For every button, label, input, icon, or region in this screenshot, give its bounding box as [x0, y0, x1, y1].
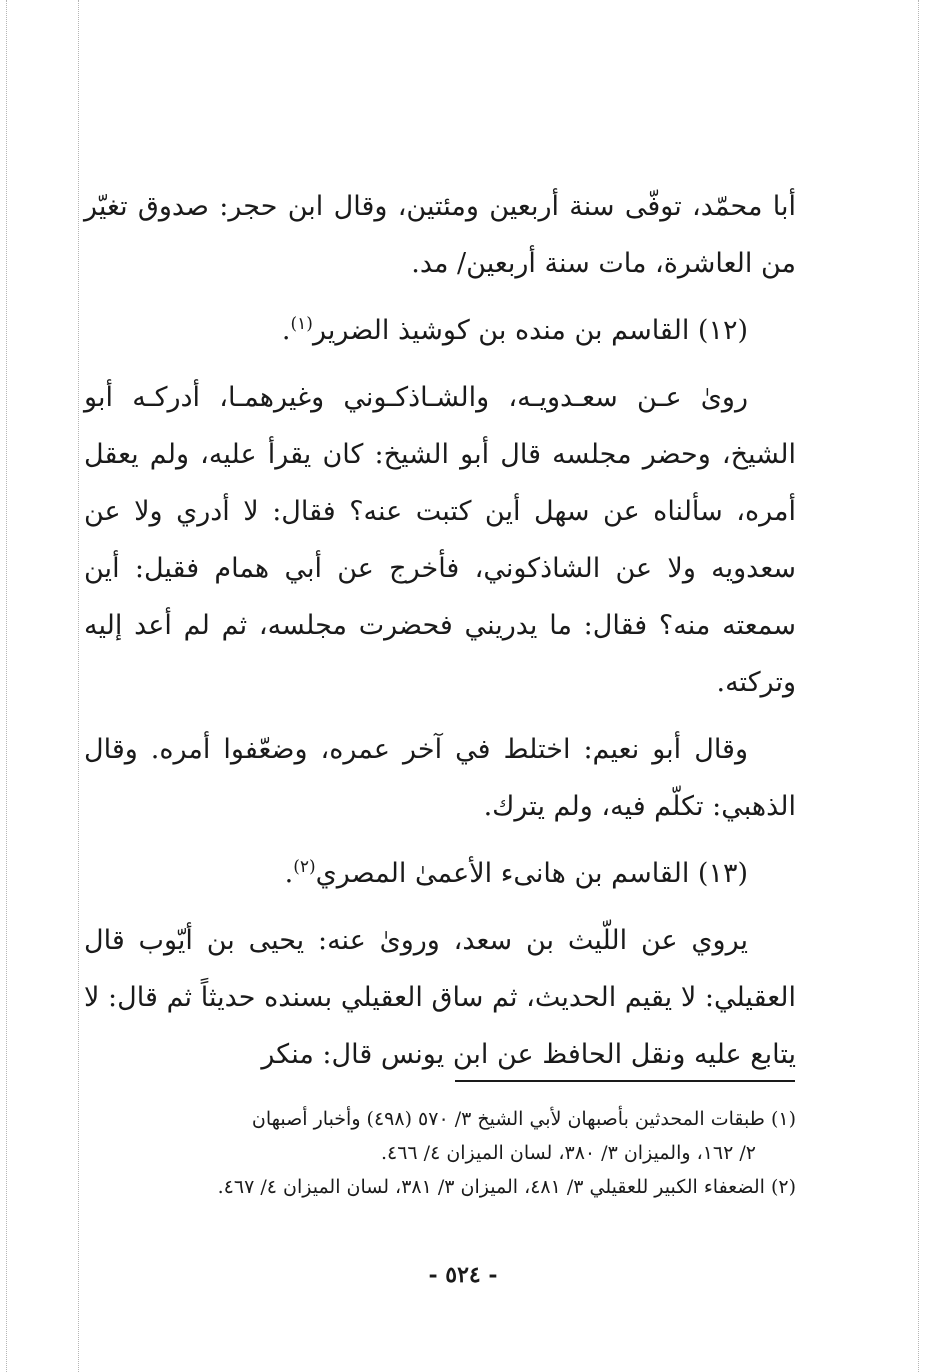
scan-guide-line	[918, 0, 919, 1372]
scan-guide-line	[6, 0, 7, 1372]
footnote-number: (٢)	[770, 1176, 796, 1198]
footnote-ref-1: (١)	[290, 314, 313, 334]
paragraph-continuation: أبا محمّد، توفّى سنة أربعين ومئتين، وقال ابن حجر: صدوق تغيّر من العاشرة، مات سنة أربعين/ مد.	[84, 191, 796, 279]
main-text	[84, 178, 796, 1093]
footnote-separator	[455, 1080, 795, 1082]
paragraph: روىٰ عـن سعـدويـه، والشـاذكـوني وغيرهمـا، أدركـه أبو الشيخ، وحضر مجلسه قال أبو الشيخ: كان يقرأ عليه، ولم يعقل أمره، سألناه عن سهل أين كتبت عنه؟ فقال: لا أدري ولا عن سعدويه ولا عن الشاذكوني، فأخرج عن أبي همام فقيل: أين سمعته منه؟ فقال: ما يدريني فحضرت مجلسه، ثم لم أعد إليه وتركته.	[84, 382, 796, 698]
footnote-ref-2: (٢)	[293, 857, 316, 877]
footnote-text: طبقات المحدثين بأصبهان لأبي الشيخ ٣/ ٥٧٠ (٤٩٨) وأخبار أصبهان	[251, 1108, 765, 1130]
footnote-2	[84, 1170, 796, 1204]
footnote-number: (١)	[770, 1108, 796, 1130]
paragraph: وقال أبو نعيم: اختلط في آخر عمره، وضعّفوا أمره. وقال الذهبي: تكلّم فيه، ولم يترك.	[84, 734, 796, 822]
scan-guide-line	[78, 0, 79, 1372]
entry-heading-13	[84, 845, 796, 902]
entry-heading-12	[84, 302, 796, 359]
paragraph: يروي عن اللّيث بن سعد، وروىٰ عنه: يحيى بن أيّوب قال العقيلي: لا يقيم الحديث، ثم ساق العقيلي بسنده حديثاً ثم قال: لا يتابع عليه ونقل الحافظ عن ابن يونس قال: منكر	[84, 925, 796, 1070]
footnote-text: الضعفاء الكبير للعقيلي ٣/ ٤٨١، الميزان ٣/ ٣٨١، لسان الميزان ٤/ ٤٦٧.	[217, 1176, 765, 1198]
footnotes	[84, 1102, 796, 1204]
heading-end: .	[284, 858, 294, 889]
footnote-1-continued: ٢/ ١٦٢، والميزان ٣/ ٣٨٠، لسان الميزان ٤/ ٤٦٦.	[380, 1142, 756, 1164]
heading-text: (١٣) القاسم بن هانىء الأعمىٰ المصري	[315, 858, 748, 889]
heading-text: (١٢) القاسم بن منده بن كوشيذ الضرير	[312, 315, 748, 346]
page-number: - ٥٢٤ -	[428, 1262, 498, 1288]
footnote-1	[84, 1102, 796, 1136]
heading-end: .	[281, 315, 291, 346]
